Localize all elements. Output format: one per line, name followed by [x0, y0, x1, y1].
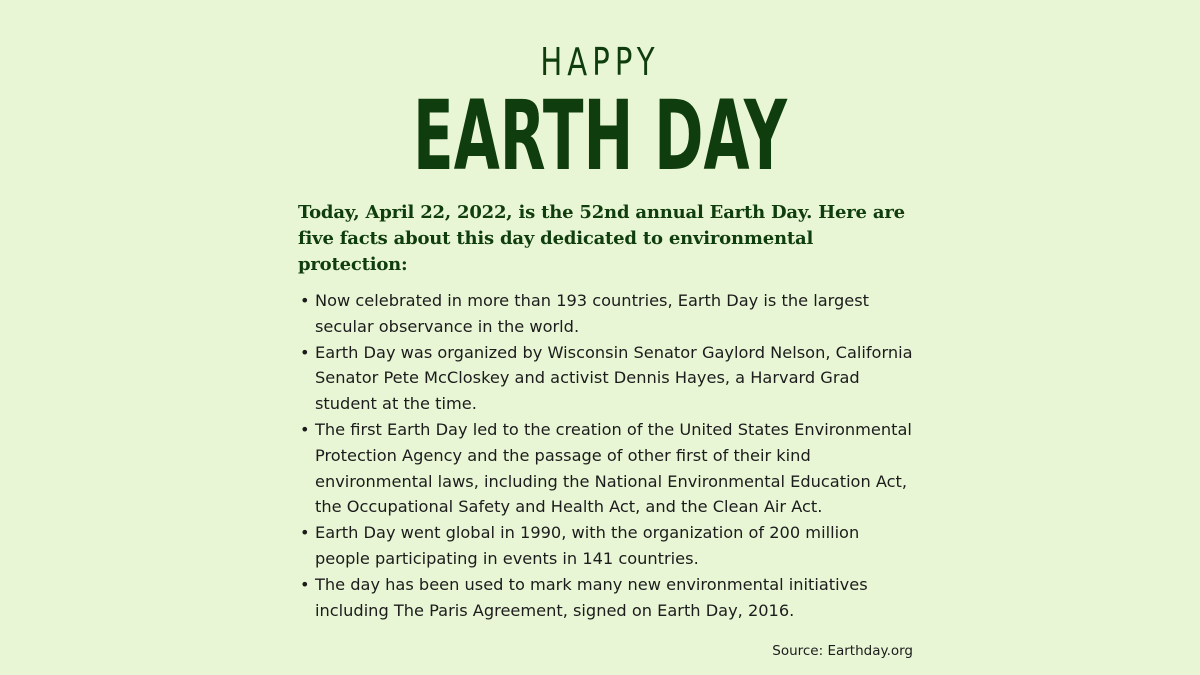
bullet-icon: •	[300, 523, 310, 543]
fact-text: Earth Day was organized by Wisconsin Senator Gaylord Nelson, California Senator Pete McCloskey and activist Dennis Hayes, a Harvard Grad student at the time.	[315, 342, 913, 414]
happy-heading: HAPPY	[540, 40, 660, 84]
list-item	[298, 340, 918, 417]
source-credit: Source: Earthday.org	[772, 643, 913, 659]
main-content	[298, 200, 918, 623]
header	[0, 40, 1200, 192]
earth-day-title: EARTH DAY	[413, 80, 787, 192]
bullet-icon: •	[300, 291, 310, 310]
facts-list	[298, 288, 918, 623]
bullet-icon: •	[300, 419, 310, 439]
intro-text: Today, April 22, 2022, is the 52nd annual Earth Day. Here are five facts about this day dedicated to environmental protection:	[298, 202, 905, 275]
list-item	[298, 417, 918, 520]
list-item	[298, 288, 918, 340]
fact-text: The first Earth Day led to the creation of the United States Environmental Protection Agency and the passage of other first of their kind environmental laws, including the National Environmental Education Act, the Occupational Safety and Health Act, and the Clean Air Act.	[315, 419, 912, 517]
bullet-icon: •	[300, 574, 310, 594]
list-item	[298, 520, 918, 572]
bullet-icon: •	[300, 342, 310, 362]
fact-text: Earth Day went global in 1990, with the organization of 200 million people participating in events in 141 countries.	[315, 523, 860, 568]
fact-text: Now celebrated in more than 193 countries, Earth Day is the largest secular observance in the world.	[315, 291, 870, 336]
list-item	[298, 572, 918, 624]
fact-text: The day has been used to mark many new environmental initiatives including The Paris Agreement, signed on Earth Day, 2016.	[315, 574, 868, 620]
